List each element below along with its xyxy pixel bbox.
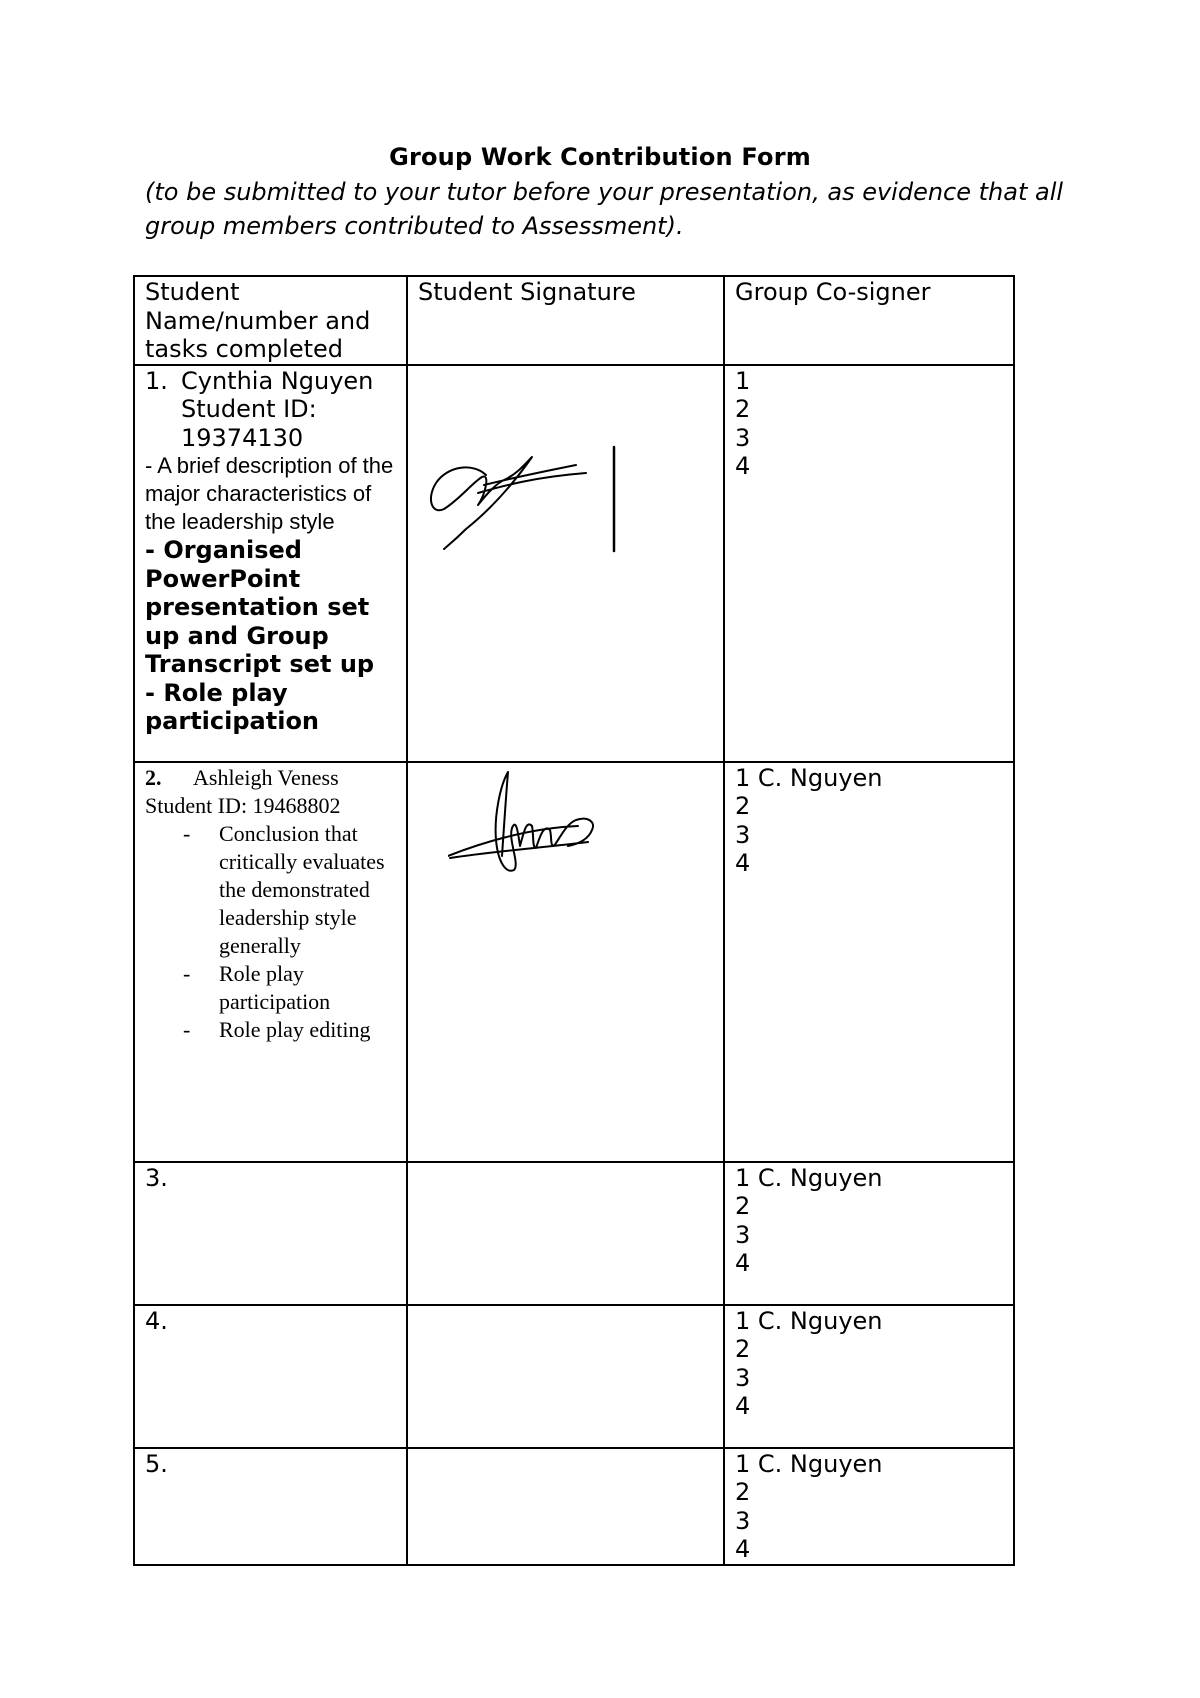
task-bullet: - xyxy=(183,820,191,846)
row-number: 5. xyxy=(145,1449,168,1478)
table-header-row xyxy=(134,276,1014,365)
cosigner-line: 2 xyxy=(735,1335,751,1363)
cosigner-cell xyxy=(724,365,1014,762)
column-header-signature: Student Signature xyxy=(407,276,724,365)
cosigner-line: 4 xyxy=(735,849,751,877)
student-name: Cynthia Nguyen xyxy=(181,366,374,395)
row-number: 3. xyxy=(145,1163,168,1192)
handwritten-signature xyxy=(448,766,618,886)
contribution-table xyxy=(133,275,1015,1566)
cosigner-line: 1 C. Nguyen xyxy=(735,1449,883,1478)
signature-cell xyxy=(407,762,724,1162)
cosigner-line: 4 xyxy=(735,1249,751,1277)
signature-cell xyxy=(407,1305,724,1448)
cosigner-cell xyxy=(724,762,1014,1162)
cosigner-line: 2 xyxy=(735,1478,751,1506)
signature-cell xyxy=(407,1162,724,1305)
cosigner-line: 1 xyxy=(735,366,751,395)
student-id: Student ID: 19374130 xyxy=(181,395,317,452)
cosigner-cell xyxy=(724,1448,1014,1565)
student-cell xyxy=(134,365,407,762)
column-header-cosigner: Group Co-signer xyxy=(724,276,1014,365)
form-subtitle: (to be submitted to your tutor before your presentation, as evidence that all group members contributed to Assessment). xyxy=(145,178,1064,240)
cosigner-cell xyxy=(724,1305,1014,1448)
student-cell xyxy=(134,1448,407,1565)
signature-cell xyxy=(407,1448,724,1565)
task-item: - A brief description of the major characteristics of the leadership style xyxy=(145,453,394,534)
cosigner-line: 4 xyxy=(735,1392,751,1420)
table-row xyxy=(134,1305,1014,1448)
cosigner-line: 4 xyxy=(735,1535,751,1563)
cosigner-line: 1 C. Nguyen xyxy=(735,763,883,792)
table-row xyxy=(134,1448,1014,1565)
form-title: Group Work Contribution Form xyxy=(389,143,811,171)
table-row xyxy=(134,1162,1014,1305)
table-row xyxy=(134,762,1014,1162)
task-bullet: - xyxy=(183,960,191,986)
cosigner-line: 4 xyxy=(735,452,751,480)
cosigner-line: 3 xyxy=(735,1220,751,1249)
task-bullet: - xyxy=(183,1016,191,1042)
cosigner-line: 2 xyxy=(735,1192,751,1220)
row-number: 2. xyxy=(145,764,162,790)
cosigner-line: 2 xyxy=(735,792,751,820)
task-item: - Role play participation xyxy=(145,678,320,735)
task-item: - Conclusion that critically evaluates the demonstrated leadership style generally xyxy=(145,820,398,960)
student-cell xyxy=(134,1305,407,1448)
task-item: - Role play editing xyxy=(145,1016,398,1044)
table-row xyxy=(134,365,1014,762)
handwritten-signature xyxy=(426,433,626,563)
cosigner-cell xyxy=(724,1162,1014,1305)
cosigner-line: 3 xyxy=(735,1506,751,1535)
cosigner-line: 1 C. Nguyen xyxy=(735,1306,883,1335)
student-id: Student ID: 19468802 xyxy=(145,792,341,818)
task-item: - Role play participation xyxy=(145,960,398,1016)
task-item: - Organised PowerPoint presentation set up and Group Transcript set up xyxy=(145,536,375,678)
cosigner-line: 3 xyxy=(735,1363,751,1392)
student-cell xyxy=(134,1162,407,1305)
signature-cell xyxy=(407,365,724,762)
cosigner-line: 2 xyxy=(735,395,751,423)
student-heading xyxy=(145,367,398,453)
cosigner-line: 3 xyxy=(735,423,751,452)
student-cell xyxy=(134,762,407,1162)
cosigner-line: 1 C. Nguyen xyxy=(735,1163,883,1192)
cosigner-line: 3 xyxy=(735,820,751,849)
row-number: 1. xyxy=(145,366,168,395)
row-number: 4. xyxy=(145,1306,168,1335)
column-header-student: Student Name/number and tasks completed xyxy=(134,276,407,365)
student-name: Ashleigh Veness xyxy=(193,764,339,790)
